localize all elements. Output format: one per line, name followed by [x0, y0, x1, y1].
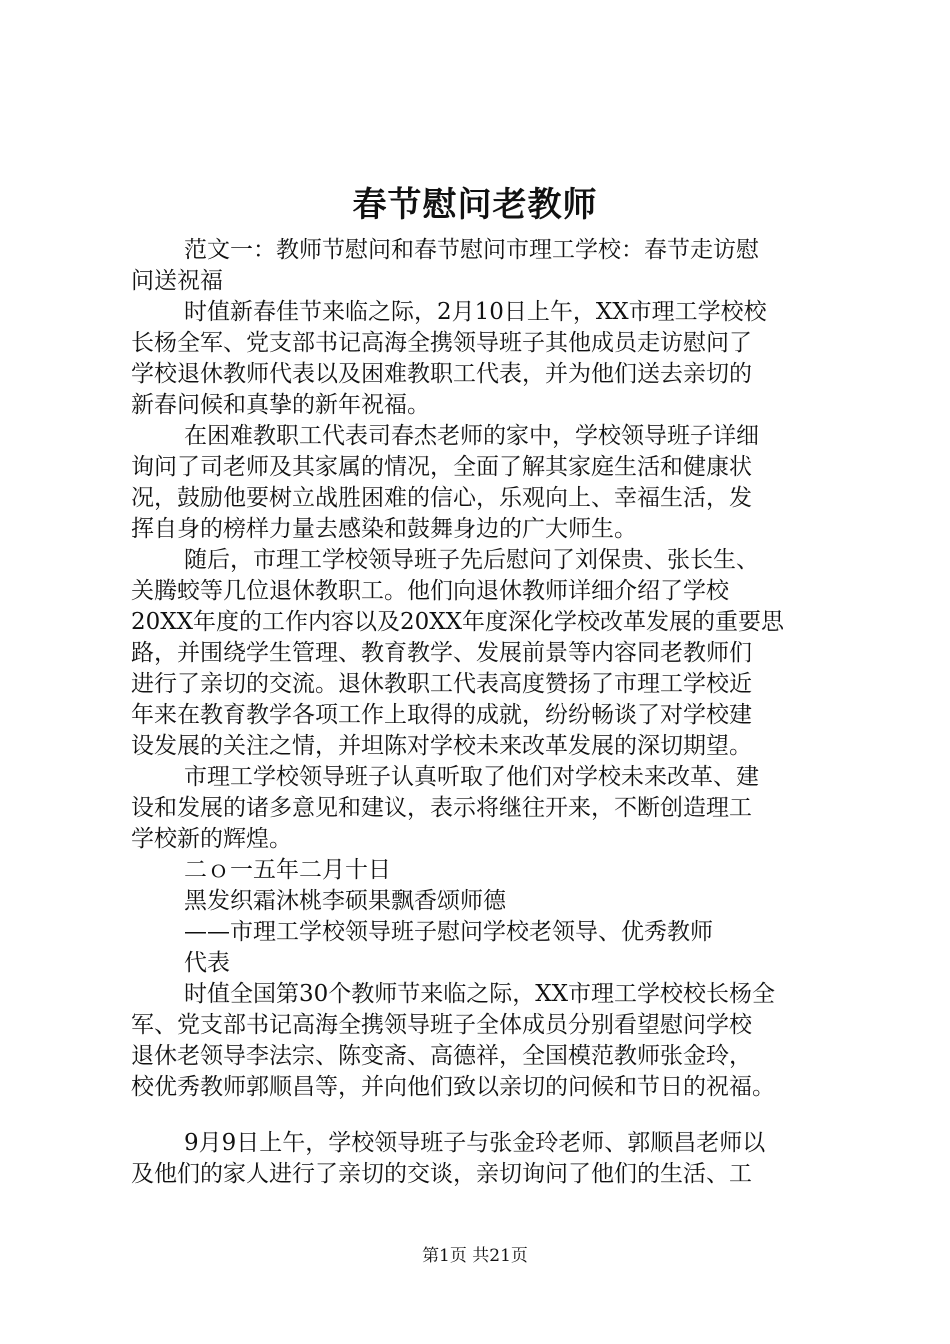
text-line: 市理工学校领导班子认真听取了他们对学校未来改革、建 — [184, 764, 759, 790]
text-line: 询问了司老师及其家属的情况，全面了解其家庭生活和健康状 — [131, 454, 752, 480]
text-line: 9月9日上午，学校领导班子与张金玲老师、郭顺昌老师以 — [184, 1130, 766, 1156]
text-line: 设和发展的诸多意见和建议，表示将继往开来，不断创造理工 — [131, 795, 752, 821]
text-line: 年来在教育教学各项工作上取得的成就，纷纷畅谈了对学校建 — [131, 702, 752, 728]
text-line: 问送祝福 — [131, 268, 223, 294]
text-line: 校优秀教师郭顺昌等，并向他们致以亲切的问候和节日的祝福。 — [131, 1074, 775, 1100]
text-line: 范文一：教师节慰问和春节慰问市理工学校：春节走访慰 — [184, 237, 759, 263]
text-line: 况，鼓励他要树立战胜困难的信心，乐观向上、幸福生活，发 — [131, 485, 752, 511]
text-line: 军、党支部书记高海全携领导班子全体成员分别看望慰问学校 — [131, 1012, 752, 1038]
text-line: 路，并围绕学生管理、教育教学、发展前景等内容同老教师们 — [131, 640, 752, 666]
text-line: 挥自身的榜样力量去感染和鼓舞身边的广大师生。 — [131, 516, 637, 542]
text-line: 黑发织霜沐桃李硕果飘香颂师德 — [184, 888, 506, 914]
text-line: 新春问候和真挚的新年祝福。 — [131, 392, 430, 418]
page-footer: 第1页 共21页 — [422, 1246, 528, 1266]
text-line: 时值新春佳节来临之际，2月10日上午，XX市理工学校校 — [184, 299, 767, 325]
text-line: 退休老领导李法宗、陈变斋、高德祥，全国模范教师张金玲， — [131, 1043, 752, 1069]
text-line: 二ｏ一五年二月十日 — [184, 857, 391, 883]
text-line: 学校新的辉煌。 — [131, 826, 292, 852]
text-line: 随后，市理工学校领导班子先后慰问了刘保贵、张长生、 — [184, 547, 759, 573]
text-line: 长杨全军、党支部书记高海全携领导班子其他成员走访慰问了 — [131, 330, 752, 356]
text-line: 20XX年度的工作内容以及20XX年度深化学校改革发展的重要思 — [131, 609, 785, 635]
text-line: ——市理工学校领导班子慰问学校老领导、优秀教师 — [184, 919, 713, 945]
text-line: 在困难教职工代表司春杰老师的家中，学校领导班子详细 — [184, 423, 759, 449]
text-line: 代表 — [184, 950, 230, 976]
document-body — [131, 235, 831, 1190]
text-line: 时值全国第30个教师节来临之际，XX市理工学校校长杨全 — [184, 981, 776, 1007]
text-line: 学校退休教师代表以及困难教职工代表，并为他们送去亲切的 — [131, 361, 752, 387]
document-title: 春节慰问老教师 — [352, 185, 598, 225]
text-line: 设发展的关注之情，并坦陈对学校未来改革发展的深切期望。 — [131, 733, 752, 759]
text-line: 进行了亲切的交流。退休教职工代表高度赞扬了市理工学校近 — [131, 671, 752, 697]
text-line: 及他们的家人进行了亲切的交谈，亲切询问了他们的生活、工 — [131, 1161, 752, 1187]
text-line: 关腾蛟等几位退休教职工。他们向退休教师详细介绍了学校 — [131, 578, 729, 604]
